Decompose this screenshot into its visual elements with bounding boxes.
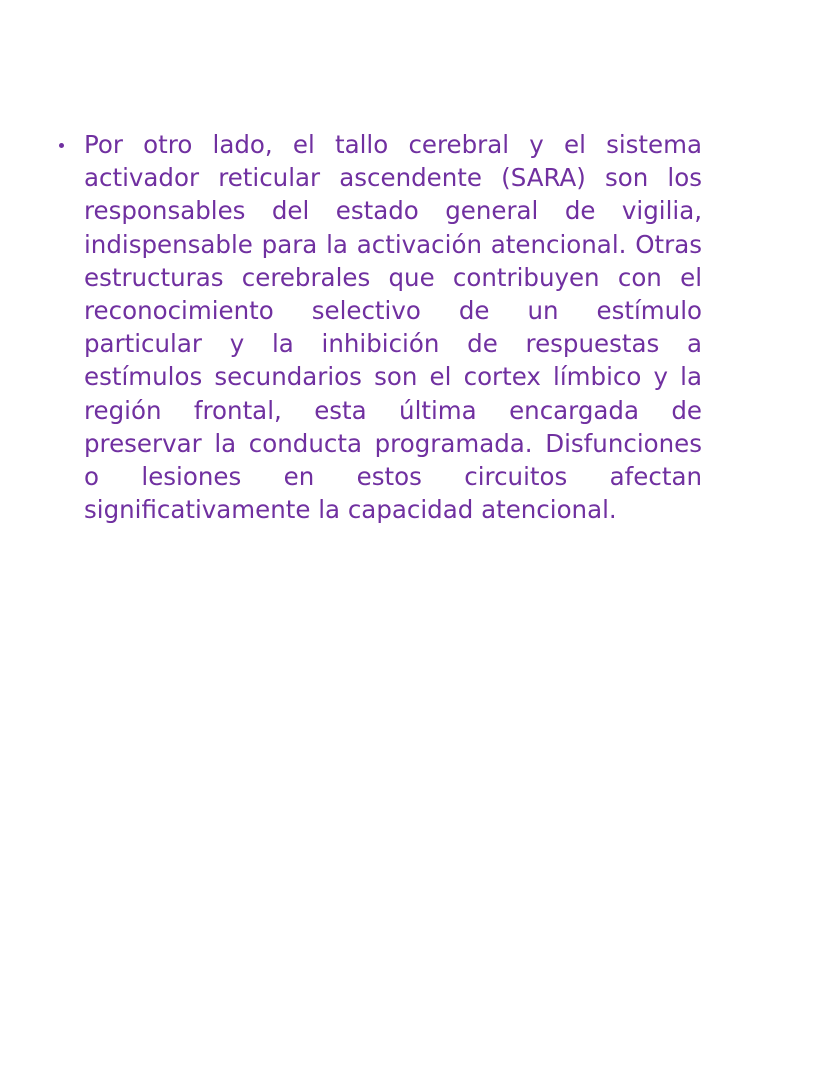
bullet-item [56, 128, 702, 526]
bullet-paragraph: Por otro lado, el tallo cerebral y el sistema activador reticular ascendente (SARA) son los responsables del estado general de vigilia, indispensable para la activación atencional. Otras estructuras cerebrales que contribuyen con el reconocimiento selectivo de un estímulo particular y la inhibición de respuestas a estímulos secundarios son el cortex límbico y la región frontal, esta última encargada de preservar la conducta programada. Disfunciones o lesiones en estos circuitos afectan significativamente la capacidad atencional. [84, 130, 702, 525]
bullet-dot-icon [59, 143, 64, 148]
bullet-list [56, 128, 702, 526]
